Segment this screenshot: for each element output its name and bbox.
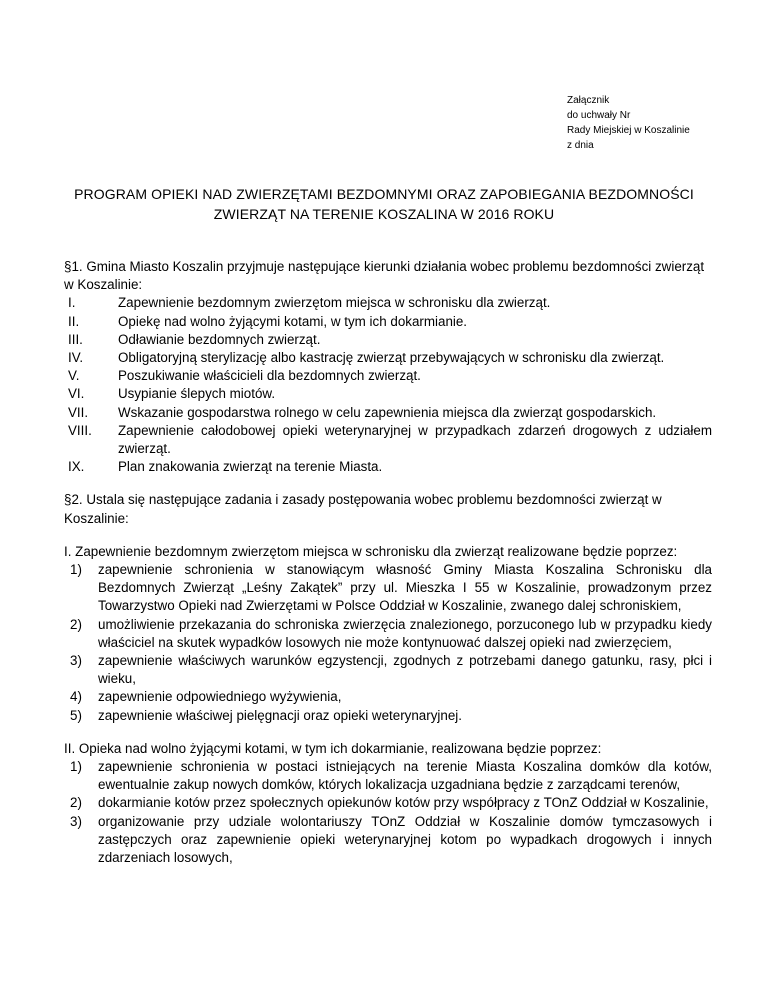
title-line: PROGRAM OPIEKI NAD ZWIERZĘTAMI BEZDOMNYMI ORAZ ZAPOBIEGANIA BEZDOMNOŚCI	[74, 186, 694, 202]
list-item-text: zapewnienie odpowiedniego wyżywienia,	[98, 689, 342, 705]
list-item-number: I.	[68, 295, 76, 311]
list-item-number: 2)	[70, 616, 82, 632]
list-item-text: zapewnienie właściwych warunków egzystencji, zgodnych z potrzebami danego gatunku, rasy, płci i wieku,	[98, 653, 712, 687]
list-item	[64, 707, 712, 725]
list-item	[64, 349, 712, 367]
list-item-text: dokarmianie kotów przez społecznych opiekunów kotów przy współpracy z TOnZ Oddział w Koszalinie,	[98, 795, 709, 811]
list-item-number: V.	[68, 368, 80, 384]
list-item	[64, 813, 712, 868]
section2-intro: §2. Ustala się następujące zadania i zasady postępowania wobec problemu bezdomności zwierząt w Koszalinie:	[64, 492, 662, 526]
list-item	[64, 313, 712, 331]
list-item	[64, 458, 712, 476]
list-item-text: umożliwienie przekazania do schroniska zwierzęcia znalezionego, porzuconego lub w przypadku kiedy właściciel na skutek wypadków losowych nie może kontynuować dalszej opieki nad zwierzęciem,	[98, 616, 712, 650]
list-item-text: Usypianie ślepych miotów.	[118, 386, 276, 402]
part1-heading: I. Zapewnienie bezdomnym zwierzętom miejsca w schronisku dla zwierząt realizowane będzie poprzez:	[64, 543, 678, 559]
list-item	[64, 294, 712, 312]
list-item-number: 4)	[70, 689, 82, 705]
list-item-text: Plan znakowania zwierząt na terenie Miasta.	[118, 459, 383, 475]
part1-list	[64, 561, 712, 725]
list-item-text: zapewnienie schronienia w postaci istniejących na terenie Miasta Koszalina domków dla kotów, ewentualnie zakup nowych domków, których lokalizacja uzgadniana będzie z zarządcami terenów,	[98, 759, 712, 793]
list-item-number: 1)	[70, 759, 82, 775]
list-item-number: 3)	[70, 813, 82, 829]
list-item	[64, 794, 712, 812]
list-item	[64, 688, 712, 706]
list-item-number: 2)	[70, 795, 82, 811]
list-item-number: II.	[68, 313, 80, 329]
list-item-text: Odławianie bezdomnych zwierząt.	[118, 331, 321, 347]
list-item-number: IX.	[68, 459, 85, 475]
part2-heading: II. Opieka nad wolno żyjącymi kotami, w tym ich dokarmianie, realizowana będzie poprzez:	[64, 740, 602, 756]
annex-line: do uchwały Nr	[567, 110, 631, 121]
list-item-number: 1)	[70, 562, 82, 578]
list-item	[64, 385, 712, 403]
list-item	[64, 758, 712, 794]
list-item-number: III.	[68, 331, 83, 347]
list-item-text: Zapewnienie bezdomnym zwierzętom miejsca w schronisku dla zwierząt.	[118, 295, 551, 311]
annex-line: z dnia	[567, 140, 594, 151]
document-title	[40, 184, 728, 224]
list-item	[64, 422, 712, 458]
list-item-text: Obligatoryjną sterylizację albo kastrację zwierząt przebywających w schronisku dla zwierząt.	[118, 350, 665, 366]
section1-list	[64, 294, 712, 476]
list-item	[64, 331, 712, 349]
list-item-text: Poszukiwanie właścicieli dla bezdomnych zwierząt.	[118, 368, 421, 384]
annex-note	[567, 93, 690, 153]
list-item	[64, 367, 712, 385]
annex-line: Załącznik	[567, 95, 610, 106]
title-line: ZWIERZĄT NA TERENIE KOSZALINA W 2016 ROKU	[213, 206, 555, 222]
list-item-text: Zapewnienie całodobowej opieki weterynaryjnej w przypadkach zdarzeń drogowych z udziałem zwierząt.	[118, 422, 712, 457]
list-item-number: 5)	[70, 707, 82, 723]
annex-line: Rady Miejskiej w Koszalinie	[567, 125, 690, 136]
list-item-number: IV.	[68, 350, 84, 366]
list-item	[64, 616, 712, 652]
document-body	[64, 258, 712, 867]
list-item-number: VI.	[68, 386, 85, 402]
list-item-number: VII.	[68, 404, 89, 420]
list-item-text: Opiekę nad wolno żyjącymi kotami, w tym ich dokarmianie.	[118, 313, 468, 329]
part2-list	[64, 758, 712, 867]
list-item-text: zapewnienie schronienia w stanowiącym własność Gminy Miasta Koszalina Schronisku dla Bezdomnych Zwierząt „Leśny Zakątek” przy ul. Mieszka I 55 w Koszalinie, prowadzonym przez Towarzystwo Opieki nad Zwierzętami w Polsce Oddział w Koszalinie, zwanego dalej schroniskiem,	[98, 562, 712, 614]
list-item	[64, 652, 712, 688]
list-item	[64, 561, 712, 616]
list-item-text: organizowanie przy udziale wolontariuszy TOnZ Oddział w Koszalinie domów tymczasowych i zastępczych oraz zapewnienie opieki weterynaryjnej kotom po wypadkach drogowych i innych zdarzeniach losowych,	[98, 813, 712, 866]
list-item-number: VIII.	[68, 422, 92, 438]
section1-intro: §1. Gmina Miasto Koszalin przyjmuje następujące kierunki działania wobec problemu bezdomności zwierząt w Koszalinie:	[64, 259, 705, 293]
list-item-text: Wskazanie gospodarstwa rolnego w celu zapewnienia miejsca dla zwierząt gospodarskich.	[118, 404, 657, 420]
list-item-text: zapewnienie właściwej pielęgnacji oraz opieki weterynaryjnej.	[98, 707, 462, 723]
list-item	[64, 404, 712, 422]
list-item-number: 3)	[70, 653, 82, 669]
